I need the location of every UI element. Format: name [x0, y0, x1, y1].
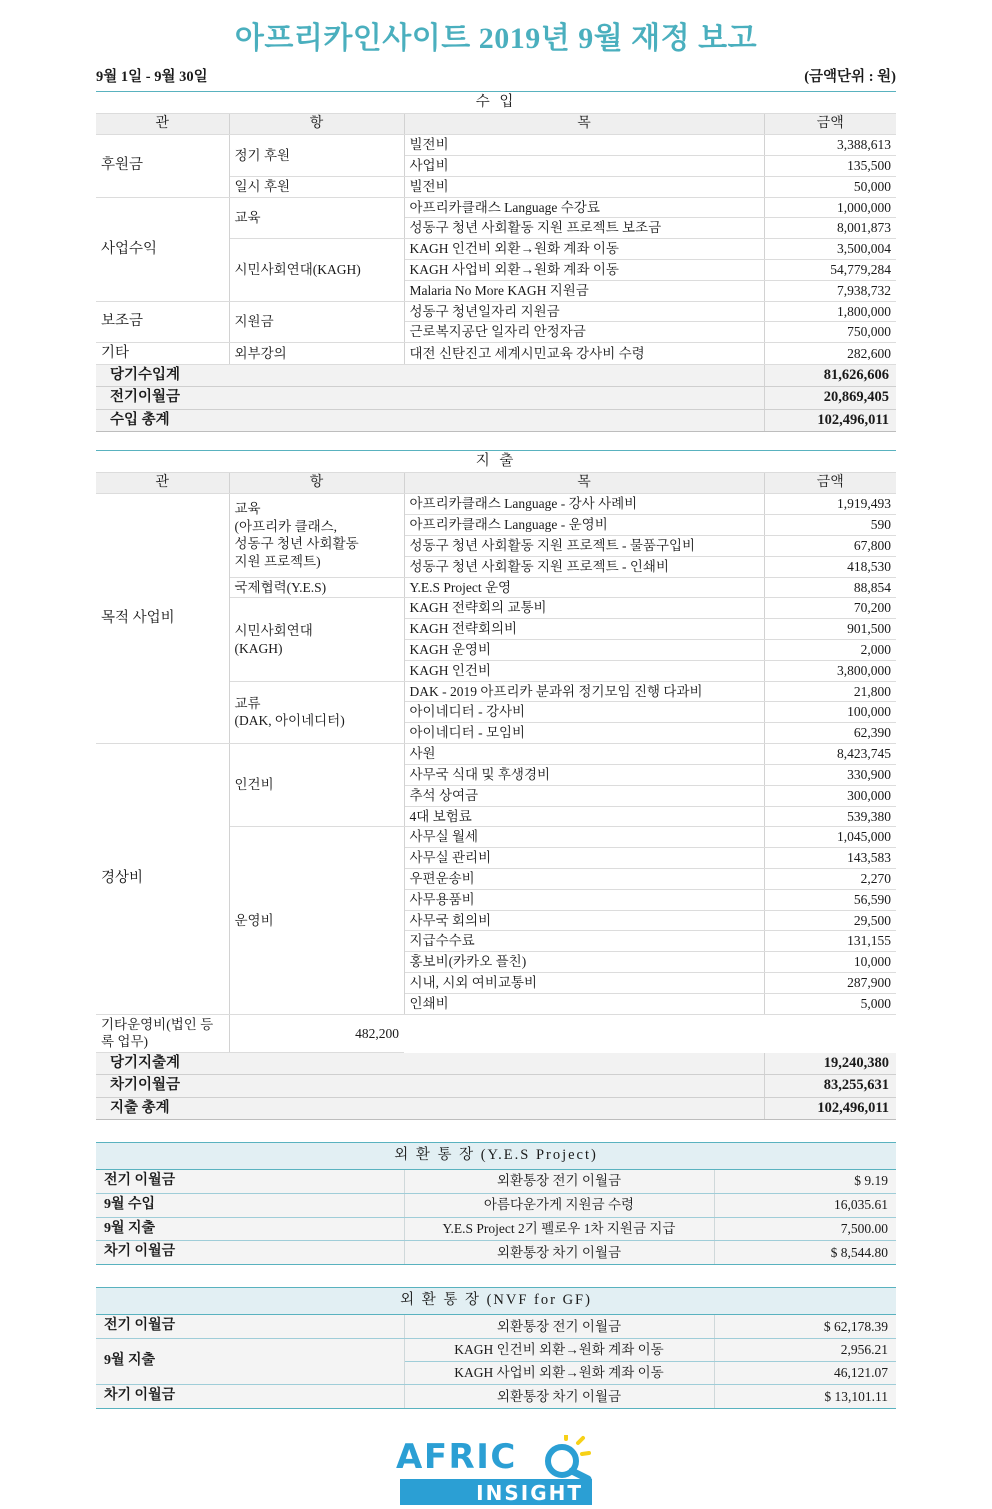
fx-nvf-label-cell: 차기 이월금 — [96, 1385, 404, 1409]
fx-yes-label-cell: 9월 수입 — [96, 1193, 404, 1217]
table-row — [96, 343, 896, 365]
expense-table — [96, 450, 896, 1120]
expense-amount-cell: 539,380 — [764, 806, 896, 827]
expense-mok-cell: DAK - 2019 아프리카 분과위 정기모임 진행 다과비 — [404, 681, 764, 702]
expense-mok-cell: 사무실 월세 — [404, 827, 764, 848]
fx-nvf-section — [96, 1287, 896, 1409]
table-row — [96, 1385, 896, 1409]
expense-mok-cell: 성동구 청년 사회활동 지원 프로젝트 - 물품구입비 — [404, 535, 764, 556]
income-mok-cell: 사업비 — [404, 155, 764, 176]
table-row — [96, 1241, 896, 1265]
expense-section-banner — [96, 450, 896, 472]
table-row — [96, 494, 896, 515]
income-amount-cell: 1,800,000 — [764, 301, 896, 322]
income-col-mok: 목 — [404, 113, 764, 134]
currency-unit-note: (금액단위 : 원) — [804, 68, 896, 85]
report-subheader — [96, 65, 896, 86]
expense-mok-cell: 홍보비(카카오 플친) — [404, 952, 764, 973]
income-summary-amount: 81,626,606 — [764, 365, 896, 387]
table-row — [96, 135, 896, 156]
table-row — [96, 1339, 896, 1362]
income-mok-cell: 대전 신탄진고 세계시민교육 강사비 수령 — [404, 343, 764, 365]
table-row — [96, 1170, 896, 1194]
fx-yes-amount-cell: $ 8,544.80 — [714, 1241, 896, 1265]
income-mok-cell: KAGH 인건비 외환→원화 계좌 이동 — [404, 239, 764, 260]
expense-amount-cell: 482,200 — [229, 1014, 404, 1053]
table-row — [96, 1315, 896, 1339]
income-summary-row — [96, 387, 896, 409]
expense-mok-cell: 우편운송비 — [404, 868, 764, 889]
expense-amount-cell: 2,270 — [764, 868, 896, 889]
expense-amount-cell: 2,000 — [764, 640, 896, 661]
expense-mok-cell: KAGH 전략회의비 — [404, 619, 764, 640]
expense-mok-cell: 사무국 회의비 — [404, 910, 764, 931]
fx-nvf-label-cell: 9월 지출 — [96, 1339, 404, 1385]
expense-mok-cell: 사원 — [404, 744, 764, 765]
expense-summary-amount: 83,255,631 — [764, 1075, 896, 1097]
expense-amount-cell: 1,919,493 — [764, 494, 896, 515]
fx-yes-section — [96, 1142, 896, 1265]
income-gwan-cell: 사업수익 — [96, 197, 229, 301]
income-summary-row — [96, 409, 896, 431]
fx-nvf-desc-cell: 외환통장 차기 이월금 — [404, 1385, 714, 1409]
expense-summary-label: 차기이월금 — [96, 1075, 764, 1097]
fx-nvf-amount-cell: $ 62,178.39 — [714, 1315, 896, 1339]
income-hang-cell: 일시 후원 — [229, 176, 404, 197]
expense-banner-label: 지 출 — [96, 450, 896, 472]
income-mok-cell: 빌전비 — [404, 176, 764, 197]
fx-nvf-table — [96, 1287, 896, 1409]
income-amount-cell: 135,500 — [764, 155, 896, 176]
fx-yes-amount-cell: 16,035.61 — [714, 1193, 896, 1217]
table-row — [96, 1217, 896, 1241]
expense-hang-cell: 교류 (DAK, 아이네디터) — [229, 681, 404, 743]
income-col-hang: 항 — [229, 113, 404, 134]
expense-mok-cell: 사무국 식대 및 후생경비 — [404, 764, 764, 785]
income-amount-cell: 750,000 — [764, 322, 896, 343]
expense-col-mok: 목 — [404, 472, 764, 493]
fx-yes-banner — [96, 1142, 896, 1169]
table-row — [96, 197, 896, 218]
page-title: 아프리카인사이트 2019년 9월 재정 보고 — [234, 22, 758, 55]
fx-yes-label-cell: 차기 이월금 — [96, 1241, 404, 1265]
expense-mok-cell: 아이네디터 - 모임비 — [404, 723, 764, 744]
fx-yes-desc-cell: 아름다운가게 지원금 수령 — [404, 1193, 714, 1217]
report-period: 9월 1일 - 9월 30일 — [96, 68, 208, 85]
expense-mok-cell: 성동구 청년 사회활동 지원 프로젝트 - 인쇄비 — [404, 556, 764, 577]
table-row — [96, 301, 896, 322]
income-mok-cell: 아프리카클래스 Language 수강료 — [404, 197, 764, 218]
expense-mok-cell: 시내, 시외 여비교통비 — [404, 973, 764, 994]
expense-amount-cell: 70,200 — [764, 598, 896, 619]
fx-yes-desc-cell: 외환통장 차기 이월금 — [404, 1241, 714, 1265]
expense-hang-cell: 인건비 — [229, 744, 404, 827]
fx-nvf-banner — [96, 1288, 896, 1315]
expense-amount-cell: 8,423,745 — [764, 744, 896, 765]
income-amount-cell: 7,938,732 — [764, 280, 896, 301]
expense-amount-cell: 10,000 — [764, 952, 896, 973]
table-row — [96, 744, 896, 765]
logo-tagline-bar — [400, 1479, 592, 1505]
expense-mok-cell: 추석 상여금 — [404, 785, 764, 806]
expense-mok-cell: KAGH 인건비 — [404, 660, 764, 681]
expense-gwan-cell: 경상비 — [96, 744, 229, 1015]
income-summary-label: 전기이월금 — [96, 387, 764, 409]
income-amount-cell: 1,000,000 — [764, 197, 896, 218]
expense-mok-cell: 아이네디터 - 강사비 — [404, 702, 764, 723]
expense-mok-cell: 사무용품비 — [404, 889, 764, 910]
fx-yes-amount-cell: 7,500.00 — [714, 1217, 896, 1241]
income-summary-row — [96, 365, 896, 387]
income-summary-label: 수입 총계 — [96, 409, 764, 431]
expense-mok-cell: 지급수수료 — [404, 931, 764, 952]
income-gwan-cell: 보조금 — [96, 301, 229, 343]
fx-nvf-banner-label: 외 환 통 장 (NVF for GF) — [96, 1288, 896, 1315]
table-row — [96, 1014, 896, 1053]
expense-amount-cell: 330,900 — [764, 764, 896, 785]
income-amount-cell: 50,000 — [764, 176, 896, 197]
income-mok-cell: Malaria No More KAGH 지원금 — [404, 280, 764, 301]
fx-yes-banner-label: 외 환 통 장 (Y.E.S Project) — [96, 1142, 896, 1169]
fx-yes-label-cell: 9월 지출 — [96, 1217, 404, 1241]
income-col-gwan: 관 — [96, 113, 229, 134]
expense-summary-amount: 19,240,380 — [764, 1053, 896, 1075]
expense-amount-cell: 1,045,000 — [764, 827, 896, 848]
africa-insight-logo — [396, 1435, 596, 1509]
expense-mok-cell: 인쇄비 — [404, 993, 764, 1014]
expense-amount-cell: 287,900 — [764, 973, 896, 994]
income-rows — [96, 135, 896, 365]
income-column-header — [96, 113, 896, 134]
expense-col-hang: 항 — [229, 472, 404, 493]
income-summary-amount: 20,869,405 — [764, 387, 896, 409]
income-col-amount: 금액 — [764, 113, 896, 134]
income-section-banner — [96, 91, 896, 113]
fx-yes-rows — [96, 1170, 896, 1265]
expense-summary-row — [96, 1075, 896, 1097]
fx-yes-amount-cell: $ 9.19 — [714, 1170, 896, 1194]
income-mok-cell: 빌전비 — [404, 135, 764, 156]
fx-nvf-amount-cell: 2,956.21 — [714, 1339, 896, 1362]
expense-col-gwan: 관 — [96, 472, 229, 493]
footer-logo-zone — [96, 1435, 896, 1509]
expense-amount-cell: 901,500 — [764, 619, 896, 640]
income-summary-label: 당기수입계 — [96, 365, 764, 387]
expense-amount-cell: 5,000 — [764, 993, 896, 1014]
income-mok-cell: 성동구 청년 사회활동 지원 프로젝트 보조금 — [404, 218, 764, 239]
fx-yes-desc-cell: Y.E.S Project 2기 펠로우 1차 지원금 지급 — [404, 1217, 714, 1241]
expense-summary-rows — [96, 1053, 896, 1119]
income-amount-cell: 8,001,873 — [764, 218, 896, 239]
expense-mok-cell: 사무실 관리비 — [404, 848, 764, 869]
expense-amount-cell: 21,800 — [764, 681, 896, 702]
expense-amount-cell: 100,000 — [764, 702, 896, 723]
income-mok-cell: 근로복지공단 일자리 안정자금 — [404, 322, 764, 343]
expense-mok-cell: 기타운영비(법인 등록 업무) — [96, 1014, 229, 1053]
expense-col-amount: 금액 — [764, 472, 896, 493]
fx-nvf-desc-cell: KAGH 인건비 외환→원화 계좌 이동 — [404, 1339, 714, 1362]
expense-amount-cell: 143,583 — [764, 848, 896, 869]
fx-yes-label-cell: 전기 이월금 — [96, 1170, 404, 1194]
income-mok-cell: 성동구 청년일자리 지원금 — [404, 301, 764, 322]
expense-hang-cell: 교육 (아프리카 클래스, 성동구 청년 사회활동 지원 프로젝트) — [229, 494, 404, 577]
income-amount-cell: 3,500,004 — [764, 239, 896, 260]
income-table — [96, 91, 896, 432]
expense-mok-cell: Y.E.S Project 운영 — [404, 577, 764, 598]
expense-amount-cell: 300,000 — [764, 785, 896, 806]
fx-yes-desc-cell: 외환통장 전기 이월금 — [404, 1170, 714, 1194]
income-amount-cell: 54,779,284 — [764, 259, 896, 280]
expense-hang-cell: 시민사회연대 (KAGH) — [229, 598, 404, 681]
income-gwan-cell: 후원금 — [96, 135, 229, 197]
fx-yes-table — [96, 1142, 896, 1265]
expense-amount-cell: 418,530 — [764, 556, 896, 577]
income-mok-cell: KAGH 사업비 외환→원화 계좌 이동 — [404, 259, 764, 280]
expense-amount-cell: 590 — [764, 515, 896, 536]
expense-amount-cell: 56,590 — [764, 889, 896, 910]
income-amount-cell: 3,388,613 — [764, 135, 896, 156]
income-hang-cell: 정기 후원 — [229, 135, 404, 177]
fx-nvf-amount-cell: 46,121.07 — [714, 1362, 896, 1385]
expense-hang-cell: 국제협력(Y.E.S) — [229, 577, 404, 598]
expense-summary-row — [96, 1097, 896, 1119]
expense-amount-cell: 62,390 — [764, 723, 896, 744]
logo-tagline: INSIGHT — [476, 1481, 583, 1506]
fx-nvf-desc-cell: 외환통장 전기 이월금 — [404, 1315, 714, 1339]
income-hang-cell: 시민사회연대(KAGH) — [229, 239, 404, 301]
table-row — [96, 1193, 896, 1217]
fx-nvf-amount-cell: $ 13,101.11 — [714, 1385, 896, 1409]
expense-gwan-cell: 목적 사업비 — [96, 494, 229, 744]
income-hang-cell: 외부강의 — [229, 343, 404, 365]
expense-mok-cell: KAGH 전략회의 교통비 — [404, 598, 764, 619]
expense-amount-cell: 29,500 — [764, 910, 896, 931]
expense-hang-cell: 운영비 — [229, 827, 404, 1014]
income-amount-cell: 282,600 — [764, 343, 896, 365]
expense-mok-cell: 4대 보험료 — [404, 806, 764, 827]
income-hang-cell: 교육 — [229, 197, 404, 239]
income-summary-amount: 102,496,011 — [764, 409, 896, 431]
fx-nvf-label-cell: 전기 이월금 — [96, 1315, 404, 1339]
expense-summary-row — [96, 1053, 896, 1075]
income-summary-rows — [96, 365, 896, 431]
expense-summary-label: 지출 총계 — [96, 1097, 764, 1119]
expense-column-header — [96, 472, 896, 493]
income-banner-label: 수 입 — [96, 91, 896, 113]
expense-amount-cell: 3,800,000 — [764, 660, 896, 681]
fx-nvf-desc-cell: KAGH 사업비 외환→원화 계좌 이동 — [404, 1362, 714, 1385]
logo-wordmark: AFRIC — [396, 1437, 517, 1478]
expense-mok-cell: KAGH 운영비 — [404, 640, 764, 661]
income-gwan-cell: 기타 — [96, 343, 229, 365]
expense-summary-amount: 102,496,011 — [764, 1097, 896, 1119]
expense-amount-cell: 131,155 — [764, 931, 896, 952]
expense-amount-cell: 67,800 — [764, 535, 896, 556]
expense-mok-cell: 아프리카클래스 Language - 강사 사례비 — [404, 494, 764, 515]
expense-amount-cell: 88,854 — [764, 577, 896, 598]
fx-nvf-rows — [96, 1315, 896, 1409]
expense-mok-cell: 아프리카클래스 Language - 운영비 — [404, 515, 764, 536]
income-hang-cell: 지원금 — [229, 301, 404, 343]
expense-summary-label: 당기지출계 — [96, 1053, 764, 1075]
expense-rows — [96, 494, 896, 1053]
magnifier-icon — [536, 1435, 596, 1481]
